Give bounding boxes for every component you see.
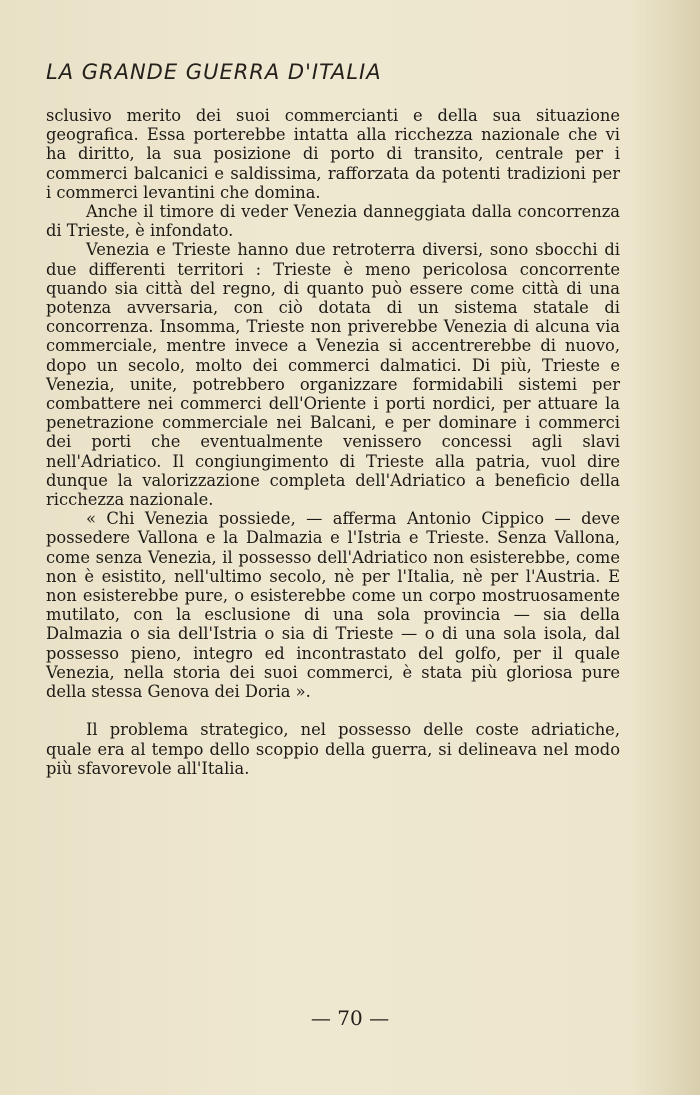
- paragraph-5: Il problema strategico, nel possesso delle coste adriatiche, quale era al tempo dello scoppio della guerra, si delineava nel modo più sfavorevole all'Italia.: [46, 720, 620, 778]
- running-title: LA GRANDE GUERRA D'ITALIA: [46, 60, 382, 84]
- paragraph-4-quote: « Chi Venezia possiede, — afferma Antonio Cippico — deve possedere Vallona e la Dalmazia e l'Istria e Trieste. Senza Vallona, come senza Venezia, il possesso dell'Adriatico non esisterebbe, come non è esistito, nell'ultimo secolo, nè per l'Italia, nè per l'Austria. E non esisterebbe pure, o esisterebbe come un corpo mostruosamente mutilato, con la esclusione di una sola provincia — sia della Dalmazia o sia dell'Istria o sia di Trieste — o di una sola isola, dal possesso pieno, integro ed incontrastato del golfo, per il quale Venezia, nella storia dei suoi commerci, è stata più gloriosa pure della stessa Genova dei Doria ».: [46, 509, 620, 702]
- paragraph-3: Venezia e Trieste hanno due retroterra diversi, sono sbocchi di due differenti territori : Trieste è meno pericolosa concorrente quando sia città del regno, di quanto può essere come città di una potenza avversaria, con ciò dotata di un sistema statale di concorrenza. Insomma, Trieste non priverebbe Venezia di alcuna via commerciale, mentre invece a Venezia si accentrerebbe di nuovo, dopo un secolo, molto dei commerci dalmatici. Di più, Trieste e Venezia, unite, potrebbero organizzare formidabili sistemi per combattere nei commerci dell'Oriente i porti nordici, per attuare la penetrazione commerciale nei Balcani, e per dominare i commerci dei porti che eventualmente venissero concessi agli slavi nell'Adriatico. Il congiungimento di Trieste alla patria, vuol dire dunque la valorizzazione completa dell'Adriatico a beneficio della ricchezza nazionale.: [46, 240, 620, 510]
- page-number: — 70 —: [310, 1006, 390, 1030]
- body-text: [46, 106, 620, 778]
- paragraph-1: sclusivo merito dei suoi commercianti e della sua situazione geografica. Essa porterebbe intatta alla ricchezza nazionale che vi ha diritto, la sua posizione di porto di transito, centrale per i commerci balcanici e saldissima, rafforzata da potenti tradizioni per i commerci levantini che domina.: [46, 106, 620, 202]
- paragraph-2: Anche il timore di veder Venezia danneggiata dalla concorrenza di Trieste, è infondato.: [46, 202, 620, 241]
